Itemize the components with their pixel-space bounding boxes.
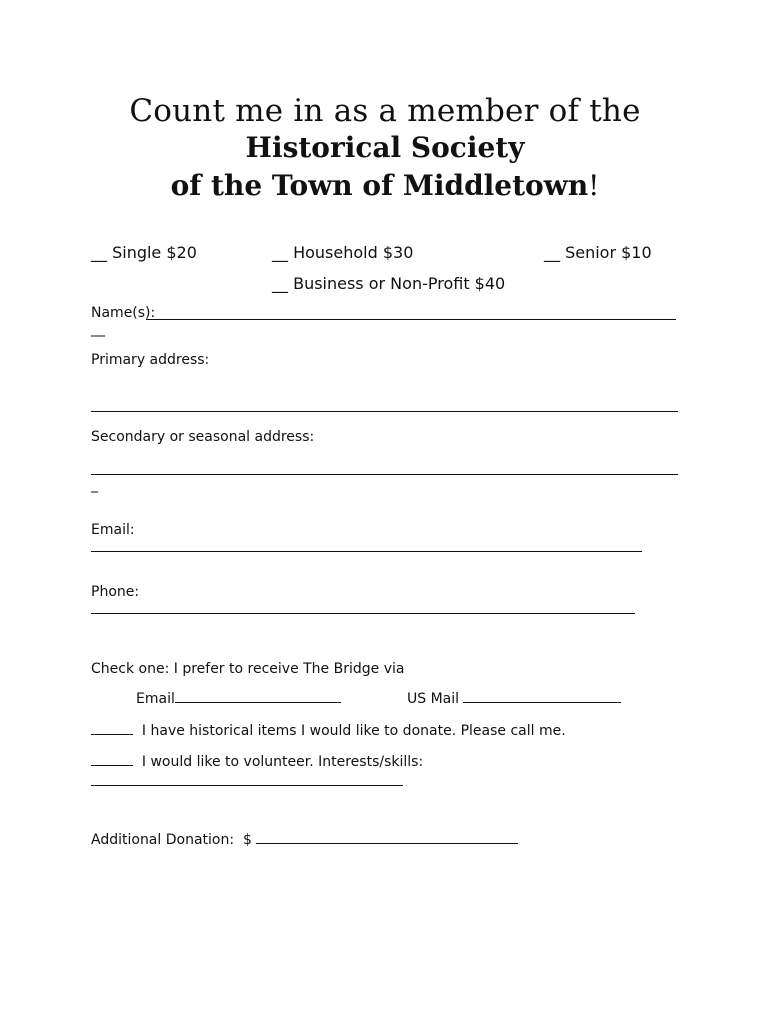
volunteer-checkbox[interactable]	[91, 765, 133, 766]
donation-row	[91, 832, 518, 848]
bridge-mail-label: US Mail	[407, 691, 460, 707]
donate-items-label: I have historical items I would like to donate. Please call me.	[141, 723, 566, 739]
secondary-address-wrap: _	[91, 477, 98, 493]
bridge-mail-blank[interactable]	[463, 702, 621, 703]
phone-field[interactable]	[91, 613, 635, 614]
names-field[interactable]	[146, 319, 676, 320]
bridge-email-blank[interactable]	[175, 702, 341, 703]
volunteer-label: I would like to volunteer. Interests/skills:	[141, 754, 424, 770]
donation-currency: $	[242, 832, 252, 848]
names-label: Name(s):	[91, 305, 156, 321]
volunteer-row	[91, 754, 423, 770]
title-line-3-text: of the Town of Middletown	[170, 169, 589, 202]
title-exclamation: !	[588, 169, 600, 202]
email-label: Email:	[91, 522, 135, 538]
option-business[interactable]: __ Business or Non-Profit $40	[272, 274, 506, 293]
title-line-3	[0, 169, 770, 202]
bridge-preference-label: Check one: I prefer to receive The Bridge via	[91, 661, 405, 677]
title-line-1: Count me in as a member of the	[129, 93, 641, 129]
email-field[interactable]	[91, 551, 642, 552]
bridge-email-label: Email	[136, 691, 175, 707]
primary-address-label: Primary address:	[91, 352, 210, 368]
primary-address-field[interactable]	[91, 411, 678, 412]
phone-label: Phone:	[91, 584, 140, 600]
donation-amount-field[interactable]	[256, 843, 518, 844]
names-field-wrap: __	[91, 321, 105, 337]
bridge-email-option[interactable]	[136, 691, 341, 707]
donation-label: Additional Donation:	[91, 832, 235, 848]
title-line-2: Historical Society	[245, 131, 525, 164]
secondary-address-label: Secondary or seasonal address:	[91, 429, 315, 445]
bridge-mail-option[interactable]	[407, 691, 621, 707]
secondary-address-field[interactable]	[91, 474, 678, 475]
volunteer-interests-field[interactable]	[91, 785, 403, 786]
option-senior[interactable]: __ Senior $10	[544, 243, 652, 262]
option-single[interactable]: __ Single $20	[91, 243, 197, 262]
donate-items-row	[91, 723, 566, 739]
option-household[interactable]: __ Household $30	[272, 243, 414, 262]
donate-items-checkbox[interactable]	[91, 734, 133, 735]
